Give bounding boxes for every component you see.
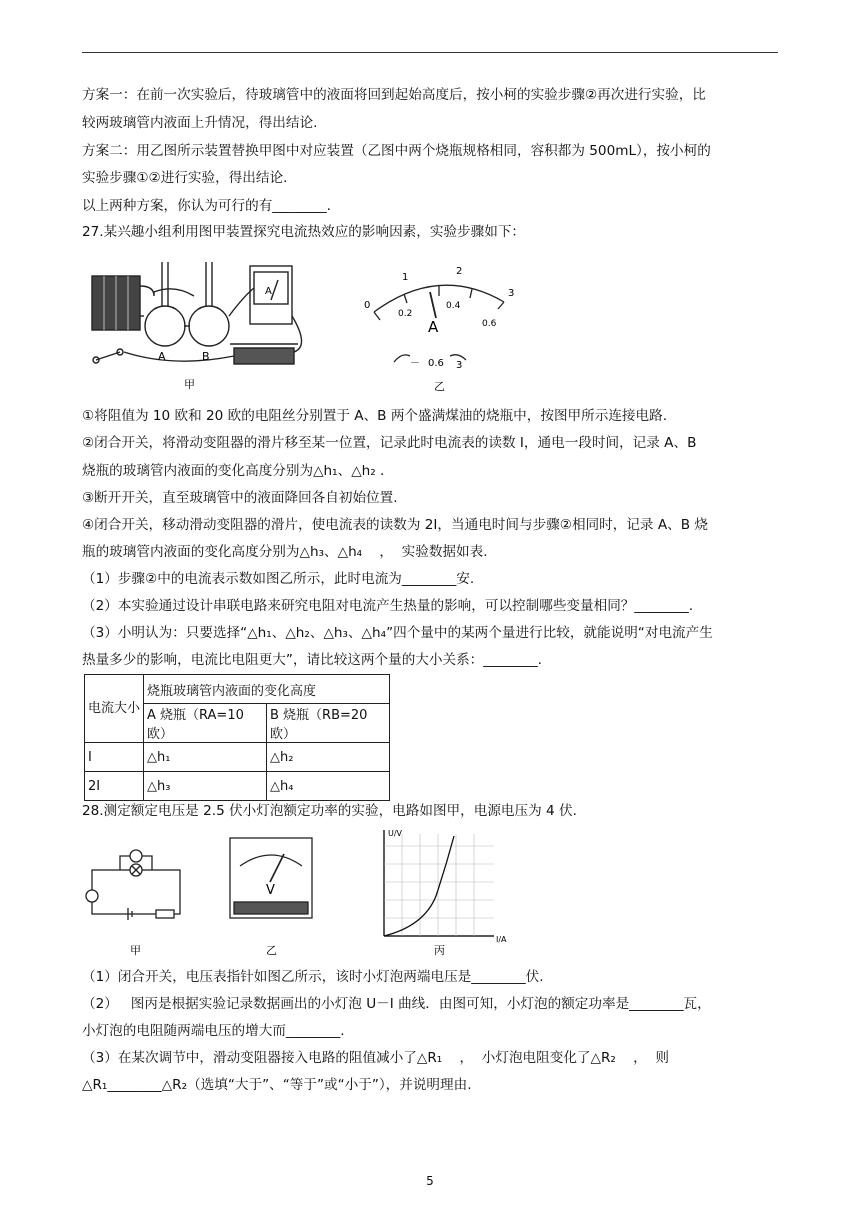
caption-jia: 甲 bbox=[184, 378, 195, 391]
header-rule bbox=[82, 52, 778, 53]
q28-part-1: （1）闭合开关，电压表指针如图乙所示，该时小灯泡两端电压是________伏. bbox=[82, 969, 544, 985]
table-cell: △h₄ bbox=[267, 772, 390, 801]
rheostat-icon bbox=[156, 910, 174, 918]
text-line: 方案一：在前一次实验后，待玻璃管中的液面将回到起始高度后，按小柯的实验步骤②再次进行实验，比 bbox=[82, 87, 706, 103]
header-current: 电流大小 bbox=[85, 675, 144, 743]
caption-yi: 乙 bbox=[434, 380, 445, 393]
question-28: 28.测定额定电压是 2.5 伏小灯泡额定功率的实验，电路如图甲，电源电压为 4 伏. bbox=[82, 803, 577, 819]
q28-part-2: （2） 图丙是根据实验记录数据画出的小灯泡 U－I 曲线．由图可知，小灯泡的额定功率是________瓦， bbox=[82, 996, 711, 1012]
text-line: 方案二：用乙图所示装置替换甲图中对应装置（乙图中两个烧瓶规格相同，容积都为 500mL），按小柯的 bbox=[82, 143, 711, 159]
terminal-label: － bbox=[410, 358, 420, 369]
y-axis-label: U/V bbox=[388, 829, 403, 838]
tick-label: 0.2 bbox=[398, 309, 413, 319]
figure-27 bbox=[84, 256, 544, 396]
question-2: （2）本实验通过设计串联电路来研究电阻对电流产生热量的影响，可以控制哪些变量相同？________. bbox=[82, 598, 694, 614]
figure-28 bbox=[84, 826, 524, 958]
text-line: 以上两种方案，你认为可行的有________. bbox=[82, 198, 332, 214]
question-3-cont: 热量多少的影响，电流比电阻更大”，请比较这两个量的大小关系：________. bbox=[82, 652, 542, 668]
header-change: 烧瓶玻璃管内液面的变化高度 bbox=[144, 675, 390, 704]
ui-curve bbox=[384, 836, 454, 936]
q28-part-3: （3）在某次调节中，滑动变阻器接入电路的阻值减小了△R₁ ， 小灯泡电阻变化了△R₂ ， 则 bbox=[82, 1050, 669, 1066]
q28-part-2-cont: 小灯泡的电阻随两端电压的增大而________. bbox=[82, 1023, 345, 1039]
table-cell: △h₁ bbox=[144, 743, 267, 772]
data-table bbox=[84, 674, 390, 801]
dial-letter: A bbox=[428, 318, 439, 336]
tick-label: 0.6 bbox=[482, 319, 497, 329]
terminal-label: 3 bbox=[456, 360, 463, 371]
label-b: B bbox=[202, 350, 210, 363]
caption-jia: 甲 bbox=[130, 944, 141, 957]
switch-icon bbox=[96, 352, 120, 360]
table-cell: △h₃ bbox=[144, 772, 267, 801]
step-3: ③断开开关，直至玻璃管中的液面降回各自初始位置. bbox=[82, 490, 398, 506]
text-line: 实验步骤①②进行实验，得出结论. bbox=[82, 170, 288, 186]
x-axis-label: I/A bbox=[496, 935, 507, 944]
table-cell: I bbox=[85, 743, 144, 772]
dial-needle bbox=[430, 292, 436, 318]
header-a: A 烧瓶（RA=10 欧） bbox=[144, 704, 267, 743]
step-4-cont: 瓶的玻璃管内液面的变化高度分别为△h₃、△h₄ ， 实验数据如表. bbox=[82, 544, 488, 560]
voltmeter-letter: V bbox=[266, 883, 275, 898]
tick-label: 2 bbox=[456, 266, 463, 277]
step-2: ②闭合开关，将滑动变阻器的滑片移至某一位置，记录此时电流表的读数 I，通电一段时间，记录 A、B bbox=[82, 435, 697, 451]
table-cell: △h₂ bbox=[267, 743, 390, 772]
tick-label: 0 bbox=[364, 300, 371, 311]
caption-bing: 丙 bbox=[434, 944, 445, 957]
question-27: 27.某兴趣小组利用图甲装置探究电流热效应的影响因素，实验步骤如下： bbox=[82, 224, 526, 240]
label-a: A bbox=[158, 350, 166, 363]
text-line: 较两玻璃管内液面上升情况，得出结论. bbox=[82, 115, 318, 131]
question-1: （1）步骤②中的电流表示数如图乙所示，此时电流为________安. bbox=[82, 571, 475, 587]
step-2-cont: 烧瓶的玻璃管内液面的变化高度分别为△h₁、△h₂ . bbox=[82, 463, 385, 479]
step-4: ④闭合开关，移动滑动变阻器的滑片，使电流表的读数为 2I，当通电时间与步骤②相同时，记录 A、B 烧 bbox=[82, 517, 708, 533]
step-1: ①将阻值为 10 欧和 20 欧的电阻丝分别置于 A、B 两个盛满煤油的烧瓶中，按图甲所示连接电路. bbox=[82, 408, 668, 424]
tick-label: 3 bbox=[508, 288, 515, 299]
table-cell: 2I bbox=[85, 772, 144, 801]
flask-b-icon bbox=[189, 306, 229, 346]
header-b: B 烧瓶（RB=20 欧） bbox=[267, 704, 390, 743]
flask-a-icon bbox=[145, 306, 185, 346]
page-number: 5 bbox=[426, 1174, 434, 1188]
ammeter-icon bbox=[86, 890, 98, 902]
voltmeter-icon bbox=[130, 850, 142, 862]
caption-yi: 乙 bbox=[266, 944, 277, 957]
question-3: （3）小明认为：只要选择“△h₁、△h₂、△h₃、△h₄”四个量中的某两个量进行比较，就能说明“对电流产生 bbox=[82, 625, 713, 641]
rheostat-icon bbox=[234, 348, 294, 364]
meter-label: A bbox=[265, 286, 272, 297]
q28-part-3-cont: △R₁________△R₂（选填“大于”、“等于”或“小于”），并说明理由. bbox=[82, 1077, 472, 1093]
terminal-label: 0.6 bbox=[428, 358, 444, 369]
tick-label: 1 bbox=[402, 272, 409, 283]
tick-label: 0.4 bbox=[446, 301, 461, 311]
